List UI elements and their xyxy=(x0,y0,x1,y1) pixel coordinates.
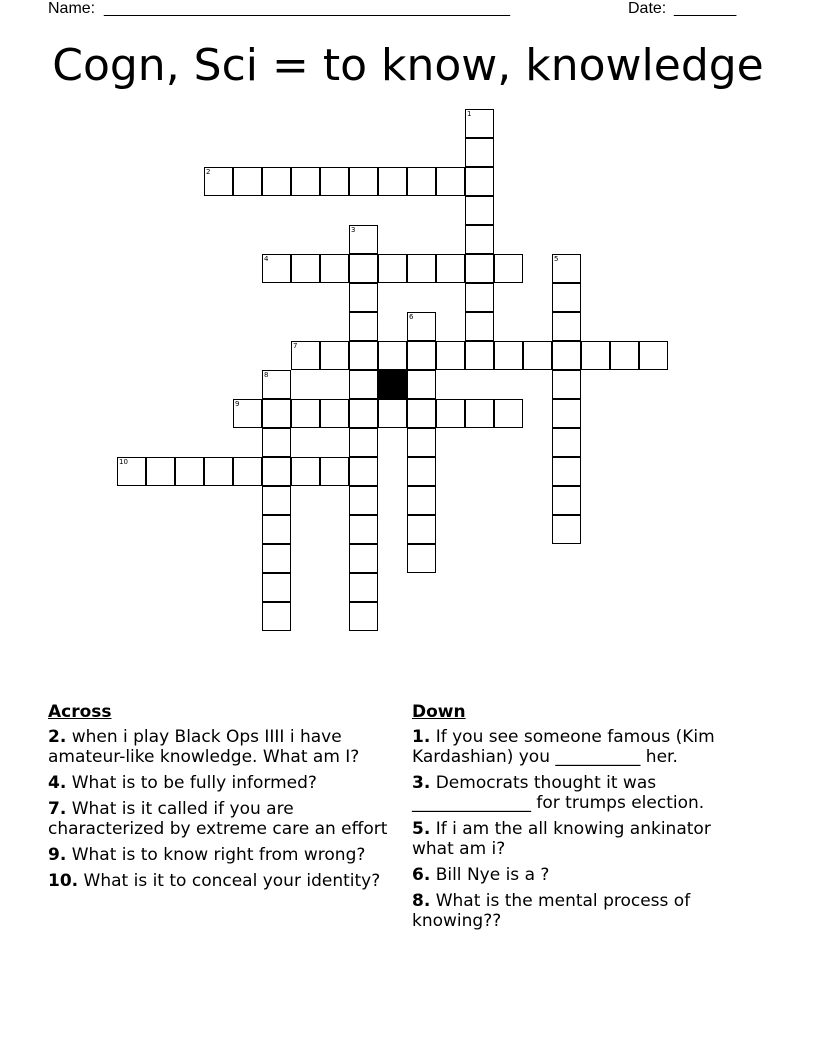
crossword-cell[interactable] xyxy=(320,254,349,283)
crossword-cell[interactable] xyxy=(262,399,291,428)
crossword-cell[interactable] xyxy=(349,312,378,341)
across-clue: 7. What is it called if you are characterized by extreme care an effort xyxy=(48,799,388,839)
black-square xyxy=(378,370,407,399)
crossword-cell[interactable] xyxy=(552,428,581,457)
clue-number: 10 xyxy=(119,458,128,466)
crossword-cell[interactable] xyxy=(407,312,436,341)
crossword-cell[interactable] xyxy=(349,399,378,428)
crossword-cell[interactable] xyxy=(465,109,494,138)
crossword-cell[interactable] xyxy=(552,341,581,370)
crossword-cell[interactable] xyxy=(262,486,291,515)
crossword-cell[interactable] xyxy=(552,370,581,399)
crossword-cell[interactable] xyxy=(233,457,262,486)
crossword-cell[interactable] xyxy=(262,573,291,602)
down-clue: 5. If i am the all knowing ankinator what am i? xyxy=(412,819,711,859)
name-line[interactable]: ________________________________________________ xyxy=(104,0,510,17)
clue-number: 2 xyxy=(206,168,211,176)
crossword-cell[interactable] xyxy=(407,399,436,428)
crossword-cell[interactable] xyxy=(552,283,581,312)
clue-number: 5 xyxy=(554,255,559,263)
crossword-cell[interactable] xyxy=(407,544,436,573)
crossword-cell[interactable] xyxy=(552,399,581,428)
crossword-cell[interactable] xyxy=(291,341,320,370)
crossword-cell[interactable] xyxy=(465,225,494,254)
crossword-cell[interactable] xyxy=(581,341,610,370)
across-clues xyxy=(48,702,393,897)
clue-number: 6 xyxy=(409,313,414,321)
crossword-cell[interactable] xyxy=(291,167,320,196)
crossword-cell[interactable] xyxy=(465,399,494,428)
crossword-cell[interactable] xyxy=(552,457,581,486)
down-clue: 6. Bill Nye is a ? xyxy=(412,865,550,885)
crossword-cell[interactable] xyxy=(407,370,436,399)
clue-number: 4 xyxy=(264,255,269,263)
crossword-cell[interactable] xyxy=(320,457,349,486)
down-clues xyxy=(412,702,757,937)
crossword-cell[interactable] xyxy=(639,341,668,370)
crossword-cell[interactable] xyxy=(494,341,523,370)
down-heading: Down xyxy=(412,702,466,722)
crossword-cell[interactable] xyxy=(465,167,494,196)
crossword-cell[interactable] xyxy=(407,254,436,283)
crossword-cell[interactable] xyxy=(378,341,407,370)
across-clue: 10. What is it to conceal your identity? xyxy=(48,871,381,891)
crossword-cell[interactable] xyxy=(233,167,262,196)
crossword-cell[interactable] xyxy=(378,399,407,428)
crossword-cell[interactable] xyxy=(349,457,378,486)
down-clue: 1. If you see someone famous (Kim Kardashian) you __________ her. xyxy=(412,727,715,767)
crossword-cell[interactable] xyxy=(407,486,436,515)
across-heading: Across xyxy=(48,702,112,722)
crossword-cell[interactable] xyxy=(494,399,523,428)
clue-number: 9 xyxy=(235,400,240,408)
crossword-cell[interactable] xyxy=(233,399,262,428)
crossword-cell[interactable] xyxy=(378,254,407,283)
crossword-cell[interactable] xyxy=(552,515,581,544)
crossword-cell[interactable] xyxy=(610,341,639,370)
crossword-cell[interactable] xyxy=(552,254,581,283)
crossword-cell[interactable] xyxy=(552,312,581,341)
crossword-cell[interactable] xyxy=(349,370,378,399)
crossword-cell[interactable] xyxy=(204,457,233,486)
crossword-cell[interactable] xyxy=(436,399,465,428)
crossword-cell[interactable] xyxy=(407,341,436,370)
crossword-cell[interactable] xyxy=(320,167,349,196)
crossword-cell[interactable] xyxy=(320,399,349,428)
crossword-cell[interactable] xyxy=(465,138,494,167)
crossword-cell[interactable] xyxy=(465,196,494,225)
crossword-cell[interactable] xyxy=(436,254,465,283)
crossword-cell[interactable] xyxy=(262,254,291,283)
crossword-cell[interactable] xyxy=(436,167,465,196)
clue-number: 8 xyxy=(264,371,269,379)
crossword-cell[interactable] xyxy=(349,341,378,370)
crossword-cell[interactable] xyxy=(262,457,291,486)
crossword-cell[interactable] xyxy=(349,573,378,602)
crossword-cell[interactable] xyxy=(407,457,436,486)
crossword-cell[interactable] xyxy=(378,167,407,196)
crossword-cell[interactable] xyxy=(465,283,494,312)
crossword-cell[interactable] xyxy=(523,341,552,370)
crossword-cell[interactable] xyxy=(465,254,494,283)
crossword-cell[interactable] xyxy=(262,167,291,196)
crossword-cell[interactable] xyxy=(262,544,291,573)
crossword-cell[interactable] xyxy=(175,457,204,486)
crossword-cell[interactable] xyxy=(262,602,291,631)
crossword-cell[interactable] xyxy=(465,312,494,341)
date-line[interactable]: _______ xyxy=(674,0,737,17)
crossword-cell[interactable] xyxy=(204,167,233,196)
crossword-cell[interactable] xyxy=(349,167,378,196)
crossword-cell[interactable] xyxy=(291,457,320,486)
down-clue: 3. Democrats thought it was ______________ for trumps election. xyxy=(412,773,705,813)
crossword-cell[interactable] xyxy=(349,602,378,631)
crossword-cell[interactable] xyxy=(262,515,291,544)
crossword-cell[interactable] xyxy=(117,457,146,486)
crossword-cell[interactable] xyxy=(349,225,378,254)
crossword-cell[interactable] xyxy=(291,254,320,283)
crossword-cell[interactable] xyxy=(349,428,378,457)
down-clue: 8. What is the mental process of knowing?? xyxy=(412,891,691,931)
crossword-cell[interactable] xyxy=(407,515,436,544)
crossword-cell[interactable] xyxy=(146,457,175,486)
crossword-cell[interactable] xyxy=(349,254,378,283)
crossword-cell[interactable] xyxy=(494,254,523,283)
crossword-cell[interactable] xyxy=(349,544,378,573)
name-label: Name: xyxy=(48,0,96,17)
crossword-cell[interactable] xyxy=(262,428,291,457)
date-label: Date: xyxy=(628,0,667,17)
crossword-cell[interactable] xyxy=(407,428,436,457)
page-title: Cogn, Sci = to know, knowledge xyxy=(52,40,764,91)
clue-number: 7 xyxy=(293,342,298,350)
crossword-cell[interactable] xyxy=(349,283,378,312)
clue-number: 1 xyxy=(467,110,472,118)
crossword-cell[interactable] xyxy=(436,341,465,370)
crossword-cell[interactable] xyxy=(465,341,494,370)
crossword-cell[interactable] xyxy=(320,341,349,370)
crossword-cell[interactable] xyxy=(262,370,291,399)
crossword-cell[interactable] xyxy=(349,486,378,515)
crossword-cell[interactable] xyxy=(552,486,581,515)
crossword-cell[interactable] xyxy=(291,399,320,428)
across-clue: 4. What is to be fully informed? xyxy=(48,773,317,793)
across-clue: 2. when i play Black Ops IIII i have amateur-like knowledge. What am I? xyxy=(48,727,360,767)
clue-number: 3 xyxy=(351,226,356,234)
crossword-cell[interactable] xyxy=(349,515,378,544)
crossword-cell[interactable] xyxy=(407,167,436,196)
across-clue: 9. What is to know right from wrong? xyxy=(48,845,366,865)
